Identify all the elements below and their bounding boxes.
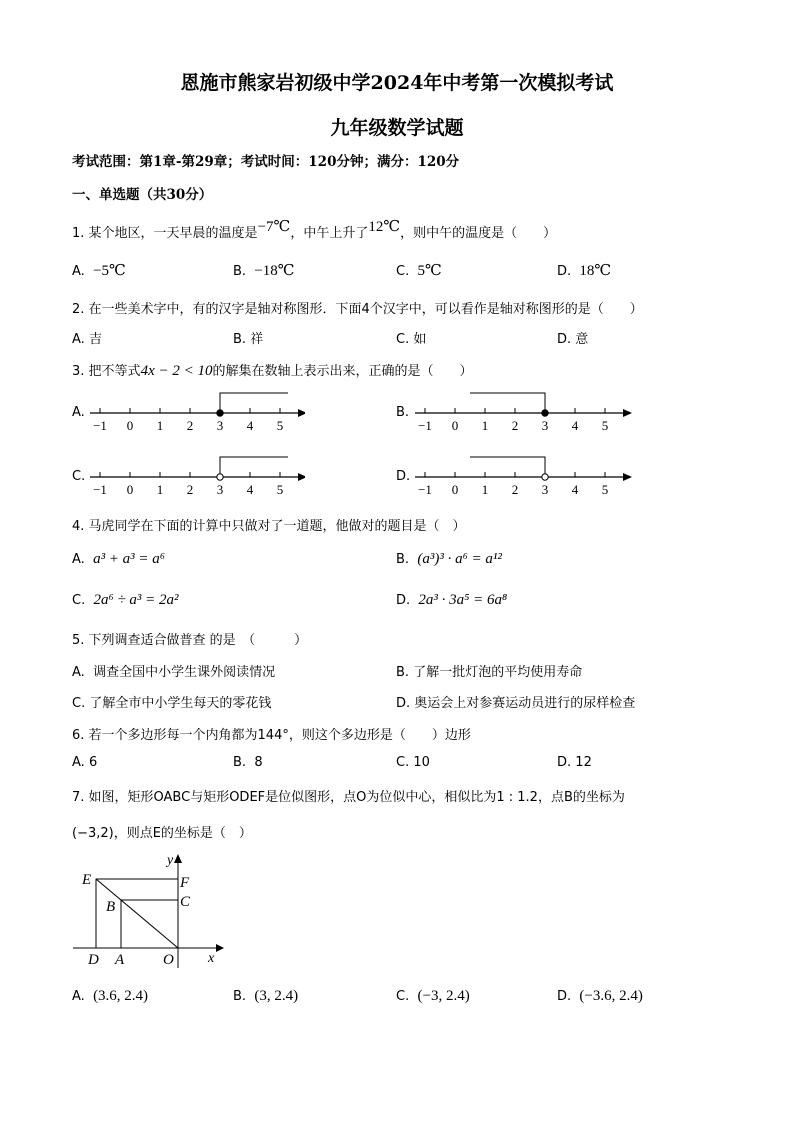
tick-label: 3 [216, 418, 224, 432]
label-e: E [82, 872, 92, 888]
q7-option-c[interactable]: C. (−3, 2.4) [396, 988, 470, 1004]
label-f: F [180, 875, 190, 891]
q3-numberline-b[interactable] [410, 386, 640, 432]
y-axis-arrow-icon [174, 854, 182, 863]
q5-option-a[interactable]: A. 调查全国中小学生课外阅读情况 [72, 665, 276, 680]
x-axis-arrow-icon [216, 944, 224, 952]
tick-label: 2 [511, 418, 519, 432]
q1-temp1: −7℃ [257, 219, 291, 235]
q3-numberline-a[interactable] [85, 386, 305, 432]
tick-label: 1 [481, 418, 489, 432]
q3-inequality: 4x − 2 < 10 [140, 363, 213, 379]
closed-dot [542, 410, 548, 416]
q7-figure [68, 848, 228, 973]
label-a: A [115, 952, 125, 968]
q6-option-b[interactable]: B. 8 [233, 755, 263, 770]
q1-option-c[interactable]: C. 5℃ [396, 263, 442, 279]
question-5: 5. 下列调查适合做普查 的是 （ ） [72, 633, 308, 648]
axis-arrow-icon [623, 473, 632, 481]
q7-option-a[interactable]: A. (3.6, 2.4) [72, 988, 149, 1004]
exam-info: 考试范围：第1章-第29章；考试时间：120分钟；满分：120分 [72, 154, 460, 170]
q4-option-a[interactable]: A. a³ + a³ = a⁶ [72, 551, 166, 567]
tick-label: 1 [156, 418, 164, 432]
q4-option-b[interactable]: B. (a³)³ · a⁶ = a¹² [396, 551, 502, 567]
q1-option-a[interactable]: A. −5℃ [72, 263, 126, 279]
axis-arrow-icon [298, 473, 305, 481]
q2-option-a[interactable]: A. 吉 [72, 332, 102, 347]
tick-label: 0 [126, 418, 134, 432]
closed-dot [217, 410, 223, 416]
tick-label: 3 [541, 418, 549, 432]
q7-option-d[interactable]: D. (−3.6, 2.4) [557, 988, 643, 1004]
q5-option-d[interactable]: D. 奥运会上对参赛运动员进行的尿样检查 [396, 696, 636, 711]
tick-label: 5 [276, 482, 284, 496]
q2-option-d[interactable]: D. 意 [557, 332, 589, 347]
q7-option-b[interactable]: B. (3, 2.4) [233, 988, 299, 1004]
tick-label: 5 [601, 418, 609, 432]
tick-label: 2 [186, 418, 194, 432]
tick-label: 0 [451, 418, 459, 432]
q6-option-a[interactable]: A. 6 [72, 755, 98, 770]
question-2: 2. 在一些美术字中，有的汉字是轴对称图形．下面4个汉字中，可以看作是轴对称图形的是（ ） [72, 302, 643, 317]
q1-post: ，则中午的温度是（ ） [400, 226, 557, 241]
label-o: O [163, 952, 174, 968]
q1-mid: ，中午上升了 [290, 226, 369, 241]
page-title: 恩施市熊家岩初级中学2024年中考第一次模拟考试 [180, 72, 614, 94]
tick-label: 0 [126, 482, 134, 496]
tick-label: −1 [418, 482, 432, 496]
q1-temp2: 12℃ [368, 219, 401, 235]
tick-label: 3 [216, 482, 224, 496]
question-4: 4. 马虎同学在下面的计算中只做对了一道题，他做对的题目是（ ） [72, 519, 466, 534]
q3-option-d-label[interactable]: D. [396, 469, 411, 484]
q5-option-b[interactable]: B. 了解一批灯泡的平均使用寿命 [396, 665, 583, 680]
solution-bracket [470, 393, 545, 413]
page-subtitle: 九年级数学试题 [330, 117, 464, 139]
question-3: 3. 把不等式4x − 2 < 10的解集在数轴上表示出来，正确的是（ ） [72, 363, 473, 379]
axis-arrow-icon [298, 409, 305, 417]
tick-label: 3 [541, 482, 549, 496]
tick-label: 4 [571, 482, 579, 496]
question-7-line2: (−3,2)，则点E的坐标是（ ） [72, 826, 252, 841]
q3-numberline-d[interactable] [410, 450, 640, 496]
section-heading: 一、单选题（共30分） [72, 187, 213, 203]
tick-label: 2 [511, 482, 519, 496]
solution-bracket [220, 457, 288, 477]
question-7-line1: 7. 如图，矩形OABC与矩形ODEF是位似图形，点O为位似中心，相似比为1 : 1.2，点B的坐标为 [72, 790, 625, 805]
q3-option-b-label[interactable]: B. [396, 405, 410, 420]
q2-option-c[interactable]: C. 如 [396, 332, 427, 347]
tick-label: 4 [246, 418, 254, 432]
q3-option-a-label[interactable]: A. [72, 405, 85, 420]
question-1 [72, 219, 557, 242]
tick-label: 1 [481, 482, 489, 496]
label-b: B [106, 899, 116, 915]
q6-option-d[interactable]: D. 12 [557, 755, 592, 770]
label-d: D [88, 952, 99, 968]
tick-label: −1 [418, 418, 432, 432]
tick-label: −1 [93, 418, 107, 432]
tick-label: 1 [156, 482, 164, 496]
tick-label: 0 [451, 482, 459, 496]
solution-bracket [470, 457, 545, 477]
label-y: y [167, 853, 174, 868]
tick-label: 5 [601, 482, 609, 496]
q1-pre: 某个地区，一天早晨的温度是 [88, 226, 258, 241]
axis-arrow-icon [623, 409, 632, 417]
q3-option-c-label[interactable]: C. [72, 469, 86, 484]
open-dot [217, 474, 223, 480]
q4-option-d[interactable]: D. 2a³ · 3a⁵ = 6a⁸ [396, 592, 508, 608]
q1-num: 1. [72, 226, 85, 241]
tick-label: 2 [186, 482, 194, 496]
solution-bracket [220, 393, 288, 413]
q4-option-c[interactable]: C. 2a⁶ ÷ a³ = 2a² [72, 592, 179, 608]
q5-option-c[interactable]: C. 了解全市中小学生每天的零花钱 [72, 696, 272, 711]
tick-label: −1 [93, 482, 107, 496]
q3-numberline-c[interactable] [85, 450, 305, 496]
tick-label: 4 [246, 482, 254, 496]
tick-label: 4 [571, 418, 579, 432]
open-dot [542, 474, 548, 480]
label-c: C [180, 894, 191, 910]
tick-label: 5 [276, 418, 284, 432]
q1-option-d[interactable]: D. 18℃ [557, 263, 612, 279]
q6-option-c[interactable]: C. 10 [396, 755, 430, 770]
label-x: x [208, 951, 215, 966]
q1-option-b[interactable]: B. −18℃ [233, 263, 295, 279]
q2-option-b[interactable]: B. 祥 [233, 332, 264, 347]
question-6: 6. 若一个多边形每一个内角都为144°，则这个多边形是（ ）边形 [72, 728, 471, 743]
